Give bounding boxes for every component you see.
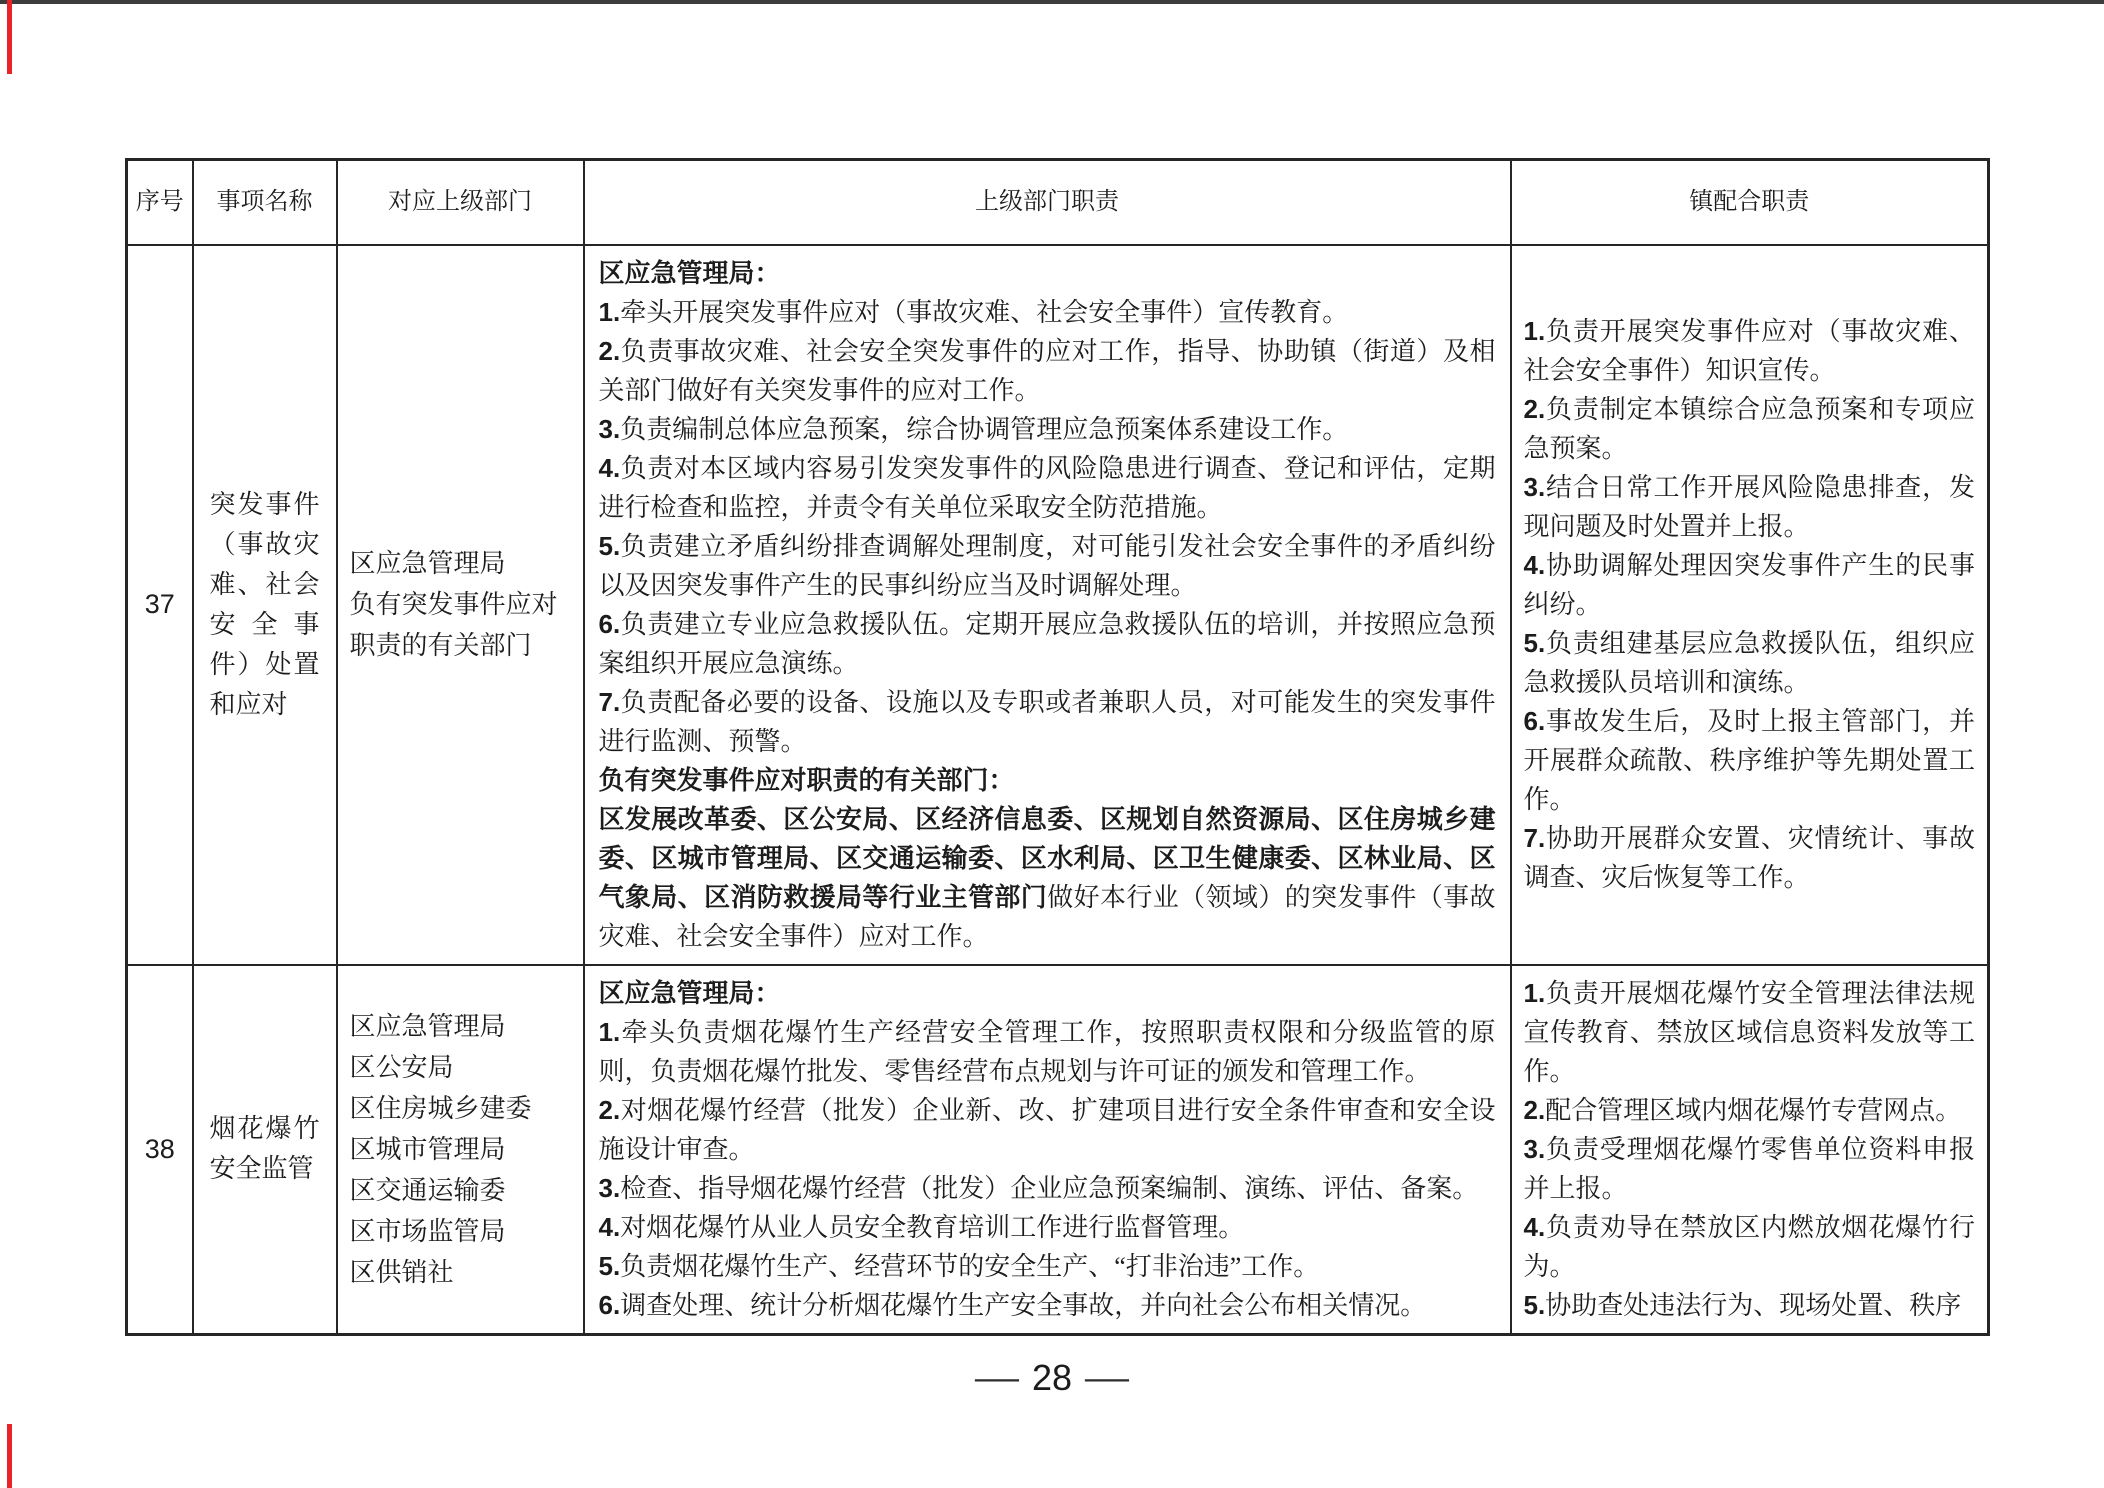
superior-duty-paragraph — [599, 1169, 1496, 1208]
bold-text-segment: 1. — [598, 296, 621, 327]
red-edge-mark-bottom — [7, 1424, 12, 1488]
cell-town-duties — [1511, 245, 1989, 965]
footer-dash-left: — — [974, 1358, 1020, 1397]
bold-text-segment: 3. — [1523, 1133, 1546, 1164]
text-segment: 牵头负责烟花爆竹生产经营安全管理工作，按照职责权限和分级监管的原则，负责烟花爆竹批发、零售经营布点规划与许可证的颁发和管理工作。 — [598, 1017, 1496, 1086]
item-name-text: 突发事件（事故灾难、社会安全事件）处置和应对 — [209, 489, 320, 719]
text-segment: 牵头开展突发事件应对（事故灾难、社会安全事件）宣传教育。 — [620, 297, 1349, 327]
superior-duty-paragraph — [599, 332, 1496, 410]
cell-superior-duties — [584, 965, 1511, 1335]
text-segment: 协助开展群众安置、灾情统计、事故调查、灾后恢复等工作。 — [1523, 824, 1975, 892]
text-segment: 负责开展突发事件应对（事故灾难、社会安全事件）知识宣传。 — [1523, 317, 1975, 385]
text-segment: 负责制定本镇综合应急预案和专项应急预案。 — [1523, 395, 1975, 463]
town-duty-paragraph — [1524, 390, 1976, 468]
town-duty-paragraph — [1524, 702, 1976, 819]
bold-text-segment: 4. — [598, 1211, 621, 1242]
text-segment: 事故发生后，及时上报主管部门，并开展群众疏散、秩序维护等先期处置工作。 — [1523, 707, 1975, 814]
header-superior-duties: 上级部门职责 — [584, 160, 1511, 245]
superior-duty-paragraph — [599, 800, 1496, 956]
page-footer — [0, 1348, 2104, 1408]
bold-text-segment: 6. — [1523, 706, 1546, 736]
header-serial-number: 序号 — [127, 160, 193, 245]
bold-text-segment: 1. — [1523, 316, 1546, 346]
cell-town-duties — [1511, 965, 1989, 1335]
bold-text-segment: 4. — [1523, 550, 1546, 580]
superior-duty-paragraph — [599, 410, 1496, 449]
text-segment: 负责组建基层应急救援队伍，组织应急救援队员培训和演练。 — [1523, 629, 1975, 697]
bold-text-segment: 2. — [598, 1094, 621, 1125]
bold-text-segment: 7. — [598, 686, 621, 717]
superior-duty-paragraph — [599, 974, 1496, 1013]
superior-duty-paragraph — [599, 605, 1496, 683]
bold-text-segment: 3. — [598, 1172, 621, 1203]
town-duty-paragraph — [1524, 1130, 1976, 1208]
department-line: 区公安局 — [349, 1052, 454, 1082]
bold-text-segment: 负有突发事件应对职责的有关部门： — [598, 764, 1015, 795]
bold-text-segment: 6. — [598, 608, 621, 639]
cell-superior-departments — [337, 965, 584, 1335]
superior-duty-paragraph — [599, 683, 1496, 761]
scan-edge-artifact-top — [0, 0, 2104, 4]
bold-text-segment: 3. — [598, 413, 621, 444]
department-line: 区交通运输委 — [349, 1175, 506, 1205]
superior-duty-paragraph — [599, 449, 1496, 527]
department-line: 区市场监管局 — [349, 1216, 506, 1246]
bold-text-segment: 5. — [1523, 628, 1546, 658]
text-segment: 结合日常工作开展风险隐患排查，发现问题及时处置并上报。 — [1523, 473, 1975, 541]
town-duty-paragraph — [1524, 312, 1976, 390]
town-duty-paragraph — [1524, 819, 1976, 897]
text-segment: 负责建立专业应急救援队伍。定期开展应急救援队伍的培训，并按照应急预案组织开展应急演练。 — [598, 609, 1496, 678]
cell-serial-number: 38 — [127, 965, 193, 1335]
town-duty-paragraph — [1524, 546, 1976, 624]
bold-text-segment: 5. — [1523, 1289, 1546, 1320]
text-segment: 对烟花爆竹从业人员安全教育培训工作进行监督管理。 — [620, 1212, 1245, 1242]
bold-text-segment: 区发展改革委、区公安局、区经济信息委、区规划自然资源局、区住房城乡建委、区城市管理局、区交通运输委、区水利局、区卫生健康委、区林业局、区气象局、区消防救援局等行业主管部门 — [598, 803, 1496, 912]
town-duty-paragraph — [1524, 1091, 1976, 1130]
superior-duty-paragraph — [599, 1091, 1496, 1169]
text-segment: 检查、指导烟花爆竹经营（批发）企业应急预案编制、演练、评估、备案。 — [620, 1173, 1479, 1203]
bold-text-segment: 4. — [1523, 1211, 1546, 1242]
superior-duty-paragraph — [599, 1013, 1496, 1091]
cell-item-name — [193, 965, 337, 1335]
bold-text-segment: 2. — [1523, 1094, 1546, 1125]
text-segment: 负责建立矛盾纠纷排查调解处理制度，对可能引发社会安全事件的矛盾纠纷以及因突发事件产生的民事纠纷应当及时调解处理。 — [598, 531, 1496, 600]
bold-text-segment: 7. — [1523, 823, 1546, 853]
bold-text-segment: 2. — [598, 335, 621, 366]
superior-duty-paragraph — [599, 761, 1496, 800]
red-edge-mark-top — [7, 0, 12, 74]
town-duty-paragraph — [1524, 1208, 1976, 1286]
item-name-text: 烟花爆竹安全监管 — [209, 1114, 320, 1183]
bold-text-segment: 3. — [1523, 472, 1546, 502]
superior-duty-paragraph — [599, 293, 1496, 332]
text-segment: 负责编制总体应急预案，综合协调管理应急预案体系建设工作。 — [620, 414, 1349, 444]
text-segment: 对烟花爆竹经营（批发）企业新、改、扩建项目进行安全条件审查和安全设施设计审查。 — [598, 1095, 1496, 1164]
bold-text-segment: 1. — [598, 1016, 621, 1047]
header-superior-department: 对应上级部门 — [337, 160, 584, 245]
header-item-name: 事项名称 — [193, 160, 337, 245]
bold-text-segment: 5. — [598, 530, 621, 561]
department-line: 区供销社 — [349, 1257, 454, 1287]
town-duty-paragraph — [1524, 974, 1976, 1091]
department-line: 区城市管理局 — [349, 1134, 506, 1164]
text-segment: 调查处理、统计分析烟花爆竹生产安全事故，并向社会公布相关情况。 — [620, 1290, 1427, 1320]
table-row — [127, 245, 1989, 965]
text-segment: 负责事故灾难、社会安全突发事件的应对工作，指导、协助镇（街道）及相关部门做好有关突发事件的应对工作。 — [598, 336, 1496, 405]
bold-text-segment: 5. — [598, 1250, 621, 1281]
text-segment: 配合管理区域内烟花爆竹专营网点。 — [1545, 1095, 1962, 1125]
footer-dash-right: — — [1084, 1358, 1130, 1397]
town-duty-paragraph — [1524, 1286, 1976, 1325]
superior-duty-paragraph — [599, 254, 1496, 293]
town-duty-paragraph — [1524, 468, 1976, 546]
bold-text-segment: 区应急管理局： — [598, 977, 781, 1008]
text-segment: 做好本行业（领域）的突发事件（事故灾难、社会安全事件）应对工作。 — [598, 882, 1496, 951]
text-segment: 负责开展烟花爆竹安全管理法律法规宣传教育、禁放区域信息资料发放等工作。 — [1523, 978, 1975, 1086]
superior-duty-paragraph — [599, 1286, 1496, 1325]
responsibility-table — [125, 158, 1990, 1336]
table-row — [127, 965, 1989, 1335]
header-town-duties: 镇配合职责 — [1511, 160, 1989, 245]
cell-item-name — [193, 245, 337, 965]
text-segment: 协助调解处理因突发事件产生的民事纠纷。 — [1523, 551, 1975, 619]
superior-duty-paragraph — [599, 1208, 1496, 1247]
page-number: 28 — [1031, 1357, 1073, 1398]
department-line: 区应急管理局 — [349, 1011, 506, 1041]
cell-superior-duties — [584, 245, 1511, 965]
bold-text-segment: 区应急管理局： — [598, 257, 781, 288]
text-segment: 负责烟花爆竹生产、经营环节的安全生产、“打非治违”工作。 — [620, 1251, 1320, 1281]
bold-text-segment: 1. — [1523, 977, 1546, 1008]
text-segment: 负责配备必要的设备、设施以及专职或者兼职人员，对可能发生的突发事件进行监测、预警。 — [598, 687, 1496, 756]
header-row — [127, 160, 1989, 245]
cell-serial-number: 37 — [127, 245, 193, 965]
text-segment: 负责受理烟花爆竹零售单位资料申报并上报。 — [1523, 1134, 1975, 1203]
cell-superior-departments — [337, 245, 584, 965]
bold-text-segment: 4. — [598, 452, 621, 483]
bold-text-segment: 6. — [598, 1289, 621, 1320]
department-line: 区应急管理局 — [349, 549, 506, 578]
department-line: 区住房城乡建委 — [349, 1093, 532, 1123]
bold-text-segment: 2. — [1523, 394, 1546, 424]
text-segment: 负责对本区域内容易引发突发事件的风险隐患进行调查、登记和评估，定期进行检查和监控，并责令有关单位采取安全防范措施。 — [598, 453, 1496, 522]
text-segment: 协助查处违法行为、现场处置、秩序 — [1545, 1290, 1962, 1320]
department-line: 负有突发事件应对职责的有关部门 — [349, 590, 558, 660]
superior-duty-paragraph — [599, 1247, 1496, 1286]
text-segment: 负责劝导在禁放区内燃放烟花爆竹行为。 — [1523, 1212, 1975, 1281]
superior-duty-paragraph — [599, 527, 1496, 605]
town-duty-paragraph — [1524, 624, 1976, 702]
